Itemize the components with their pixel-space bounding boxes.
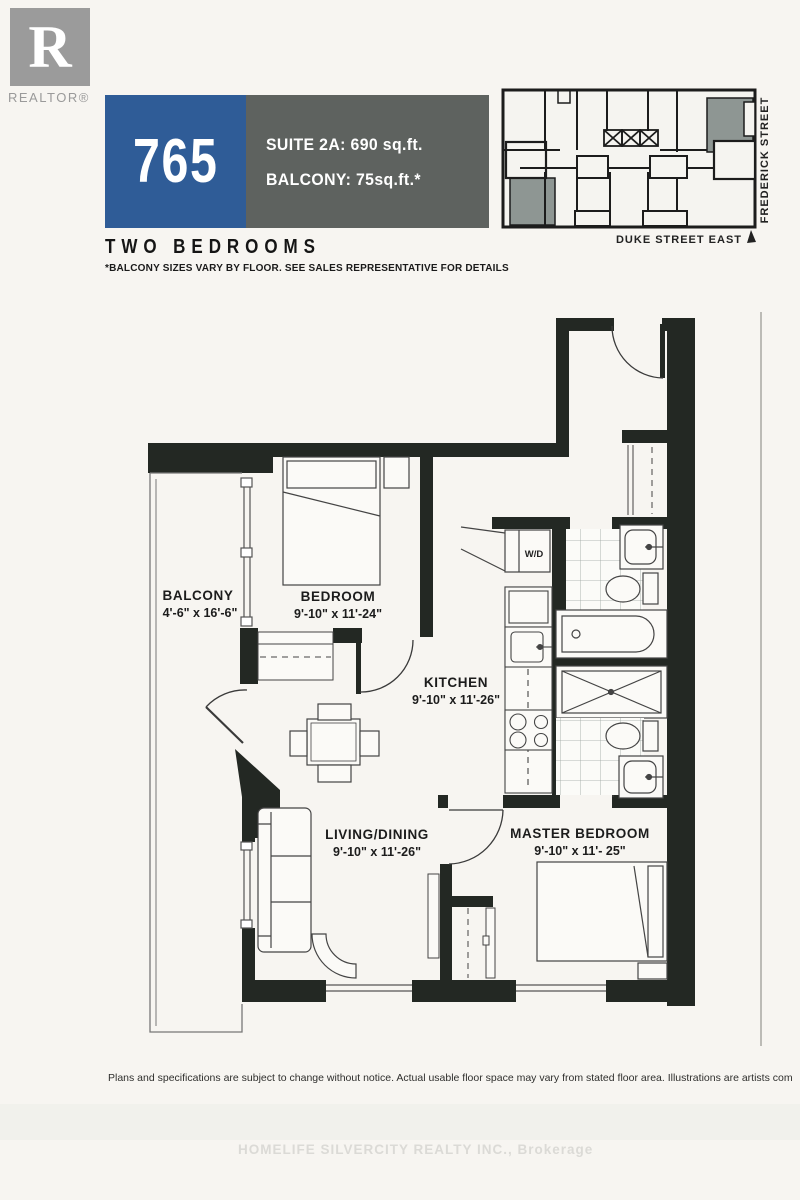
street-label-duke: DUKE STREET EAST — [615, 234, 742, 246]
balcony-footnote: *BALCONY SIZES VARY BY FLOOR. SEE SALES REPRESENTATIVE FOR DETAILS — [105, 263, 509, 274]
key-plan — [503, 90, 755, 227]
toilet-tank — [643, 573, 658, 604]
bedroom-door-arc — [360, 640, 413, 692]
master-door-arc — [449, 810, 503, 864]
bedroom-closet — [258, 632, 333, 680]
brokerage-watermark: HOMELIFE SILVERCITY REALTY INC., Brokerage — [238, 1142, 594, 1157]
shower-symbol — [556, 666, 667, 718]
ensuite-bathroom — [556, 718, 663, 798]
room-dims-kitchen: 9'-10" x 11'-26" — [412, 693, 500, 707]
room-label-living-dining: LIVING/DINING — [325, 827, 429, 842]
entry-door-leaf — [660, 324, 665, 378]
kitchen-counter — [505, 587, 552, 793]
balcony-area-text: BALCONY: 75sq.ft.* — [266, 170, 421, 189]
realtor-logo-letter: R — [28, 13, 72, 80]
dining-table-symbol — [290, 704, 379, 782]
plan-type-title: TWO BEDROOMS — [105, 236, 321, 258]
scan-artifact-band — [0, 1104, 800, 1140]
armchair-symbol — [312, 934, 356, 978]
suite-area-text: SUITE 2A: 690 sq.ft. — [266, 135, 423, 154]
room-label-kitchen: KITCHEN — [423, 675, 489, 690]
main-bathroom — [556, 525, 667, 658]
north-arrow-icon — [747, 230, 756, 243]
nightstand-symbol — [384, 457, 409, 488]
balcony-door-leaf — [206, 707, 243, 743]
room-label-bedroom: BEDROOM — [300, 589, 376, 604]
disclaimer-text: Plans and specifications are subject to change without notice. Actual usable floor space may vary from stated floor area. Illustrations are artists com — [108, 1072, 793, 1084]
bifold-doors — [461, 527, 505, 571]
balcony-door-arc — [206, 690, 247, 707]
room-label-master-bedroom: MASTER BEDROOM — [510, 826, 650, 841]
bathtub-symbol — [556, 610, 667, 658]
unit-number: 765 — [132, 127, 219, 196]
realtor-wordmark: REALTOR® — [8, 90, 90, 105]
room-label-balcony: BALCONY — [162, 588, 234, 603]
room-dims-living-dining: 9'-10" x 11'-26" — [333, 845, 421, 859]
bench-symbol — [638, 963, 667, 979]
room-dims-bedroom: 9'-10" x 11'-24" — [294, 607, 382, 621]
tv-console-symbol — [428, 874, 439, 958]
entry-door-arc — [612, 326, 663, 378]
washer-dryer-label: W/D — [524, 549, 544, 560]
balcony-outline — [150, 473, 242, 1032]
foyer-closet-doors — [628, 445, 633, 515]
fridge-symbol — [505, 587, 552, 627]
room-dims-balcony: 4'-6" x 16'-6" — [162, 606, 238, 620]
street-label-frederick: FREDERICK STREET — [759, 96, 771, 224]
bedroom-door-leaf — [356, 640, 361, 694]
room-dims-master-bedroom: 9'-10" x 11'- 25" — [534, 844, 626, 858]
toilet-symbol — [606, 576, 640, 602]
ensuite-toilet-tank — [643, 721, 658, 751]
sofa-symbol — [258, 808, 311, 952]
ensuite-toilet-symbol — [606, 723, 640, 749]
